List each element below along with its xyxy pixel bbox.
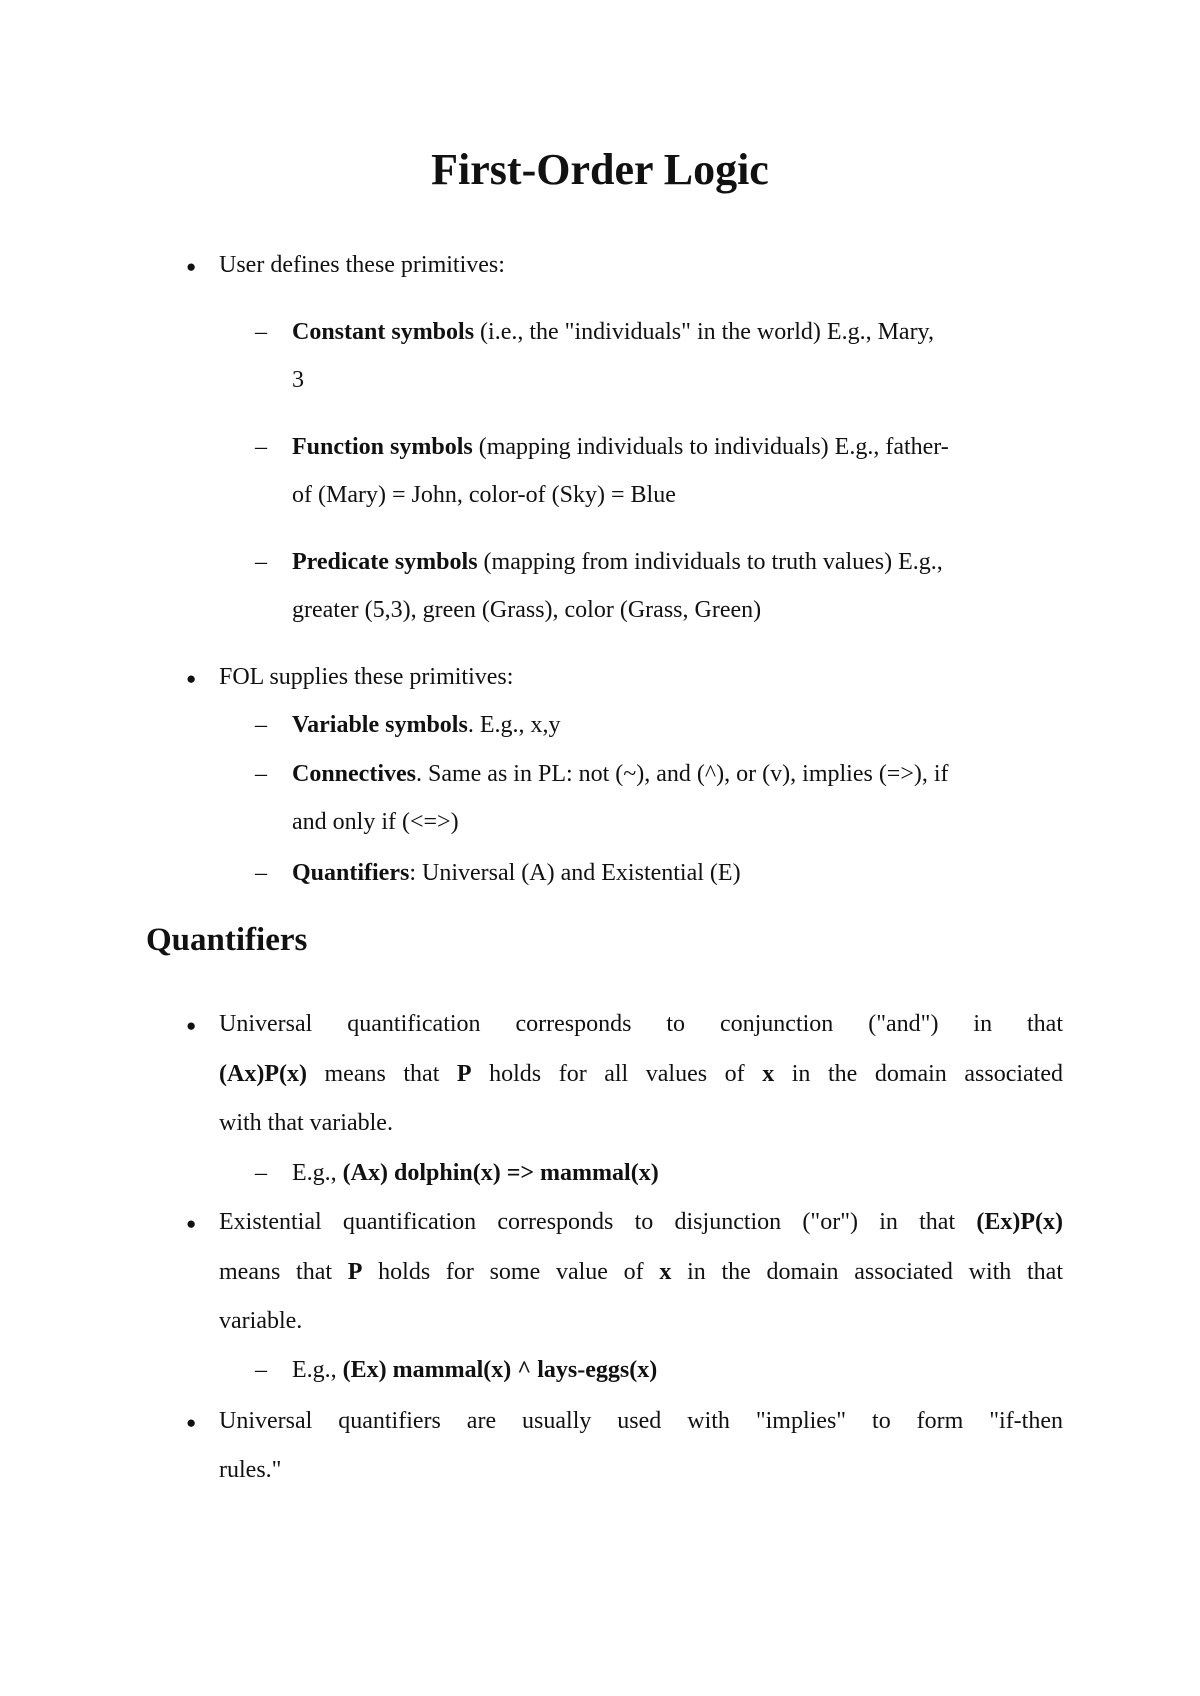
constant-symbols-line2: 3	[292, 367, 304, 393]
constant-symbols-term: Constant symbols	[292, 319, 475, 345]
function-symbols-line1	[292, 430, 949, 464]
bullet-icon: ●	[186, 257, 197, 276]
existential-text-b: holds for some value of	[362, 1259, 660, 1285]
function-symbols-line2: of (Mary) = John, color-of (Sky) = Blue	[292, 482, 676, 508]
bullet-icon: ●	[186, 1413, 197, 1432]
universal-line3: with that variable.	[219, 1110, 393, 1136]
existential-text-a: means that	[219, 1259, 348, 1285]
universal-p: P	[456, 1061, 472, 1087]
dash-icon: –	[255, 761, 267, 787]
existential-p: P	[347, 1259, 363, 1285]
dash-icon: –	[255, 434, 267, 460]
dash-icon: –	[255, 319, 267, 345]
universal-example-formula: (Ax) dolphin(x) => mammal(x)	[342, 1160, 659, 1186]
predicate-symbols-line1	[292, 545, 943, 579]
usage-line1: Universal quantifiers are usually used with "implies" to form "if-then	[219, 1408, 1063, 1434]
predicate-symbols-term: Predicate symbols	[292, 549, 478, 575]
page-title: First-Order Logic	[431, 145, 769, 194]
usage-line2: rules."	[219, 1457, 282, 1483]
function-symbols-desc: (mapping individuals to individuals) E.g., father-	[478, 434, 949, 460]
section-heading-quantifiers: Quantifiers	[146, 922, 308, 958]
quantifiers-term: Quantifiers	[292, 860, 410, 886]
constant-symbols-line1	[292, 315, 934, 349]
existential-line2	[219, 1255, 1063, 1289]
variable-symbols-term: Variable symbols	[292, 712, 468, 738]
existential-text: Existential quantification corresponds to disjunction ("or") in that	[219, 1209, 977, 1235]
existential-line1	[219, 1205, 1063, 1239]
predicate-symbols-desc: (mapping from individuals to truth values) E.g.,	[483, 549, 943, 575]
existential-example-prefix: E.g.,	[292, 1357, 343, 1383]
bullet-fol-supplies: FOL supplies these primitives:	[219, 664, 514, 690]
constant-symbols-desc: (i.e., the "individuals" in the world) E.g., Mary,	[480, 319, 934, 345]
universal-x: x	[762, 1061, 775, 1087]
predicate-symbols-line2: greater (5,3), green (Grass), color (Grass, Green)	[292, 597, 762, 623]
existential-formula: (Ex)P(x)	[976, 1209, 1063, 1235]
bullet-icon: ●	[186, 669, 197, 688]
quantifiers-desc: : Universal (A) and Existential (E)	[409, 860, 741, 886]
existential-line3: variable.	[219, 1308, 303, 1334]
dash-icon: –	[255, 1357, 267, 1383]
universal-line1: Universal quantification corresponds to conjunction ("and") in that	[219, 1011, 1063, 1037]
universal-text-a: means that	[306, 1061, 457, 1087]
dash-icon: –	[255, 549, 267, 575]
bullet-icon: ●	[186, 1016, 197, 1035]
existential-example-formula: (Ex) mammal(x) ^ lays-eggs(x)	[342, 1357, 658, 1383]
existential-x: x	[659, 1259, 672, 1285]
function-symbols-term: Function symbols	[292, 434, 473, 460]
existential-example	[292, 1353, 657, 1387]
variable-symbols-desc: . E.g., x,y	[467, 712, 561, 738]
variable-symbols-line	[292, 708, 560, 742]
quantifiers-line	[292, 856, 741, 890]
universal-formula: (Ax)P(x)	[219, 1061, 307, 1087]
dash-icon: –	[255, 712, 267, 738]
connectives-term: Connectives	[292, 761, 416, 787]
universal-example-prefix: E.g.,	[292, 1160, 343, 1186]
bullet-user-defines: User defines these primitives:	[219, 252, 505, 278]
existential-text-c: in the domain associated with that	[671, 1259, 1063, 1285]
bullet-icon: ●	[186, 1214, 197, 1233]
dash-icon: –	[255, 1160, 267, 1186]
universal-line2	[219, 1057, 1063, 1091]
connectives-desc: . Same as in PL: not (~), and (^), or (v), implies (=>), if	[415, 761, 949, 787]
connectives-line1	[292, 757, 949, 791]
dash-icon: –	[255, 860, 267, 886]
universal-text-b: holds for all values of	[471, 1061, 763, 1087]
connectives-line2: and only if (<=>)	[292, 809, 459, 835]
universal-example	[292, 1156, 659, 1190]
universal-text-c: in the domain associated	[774, 1061, 1063, 1087]
